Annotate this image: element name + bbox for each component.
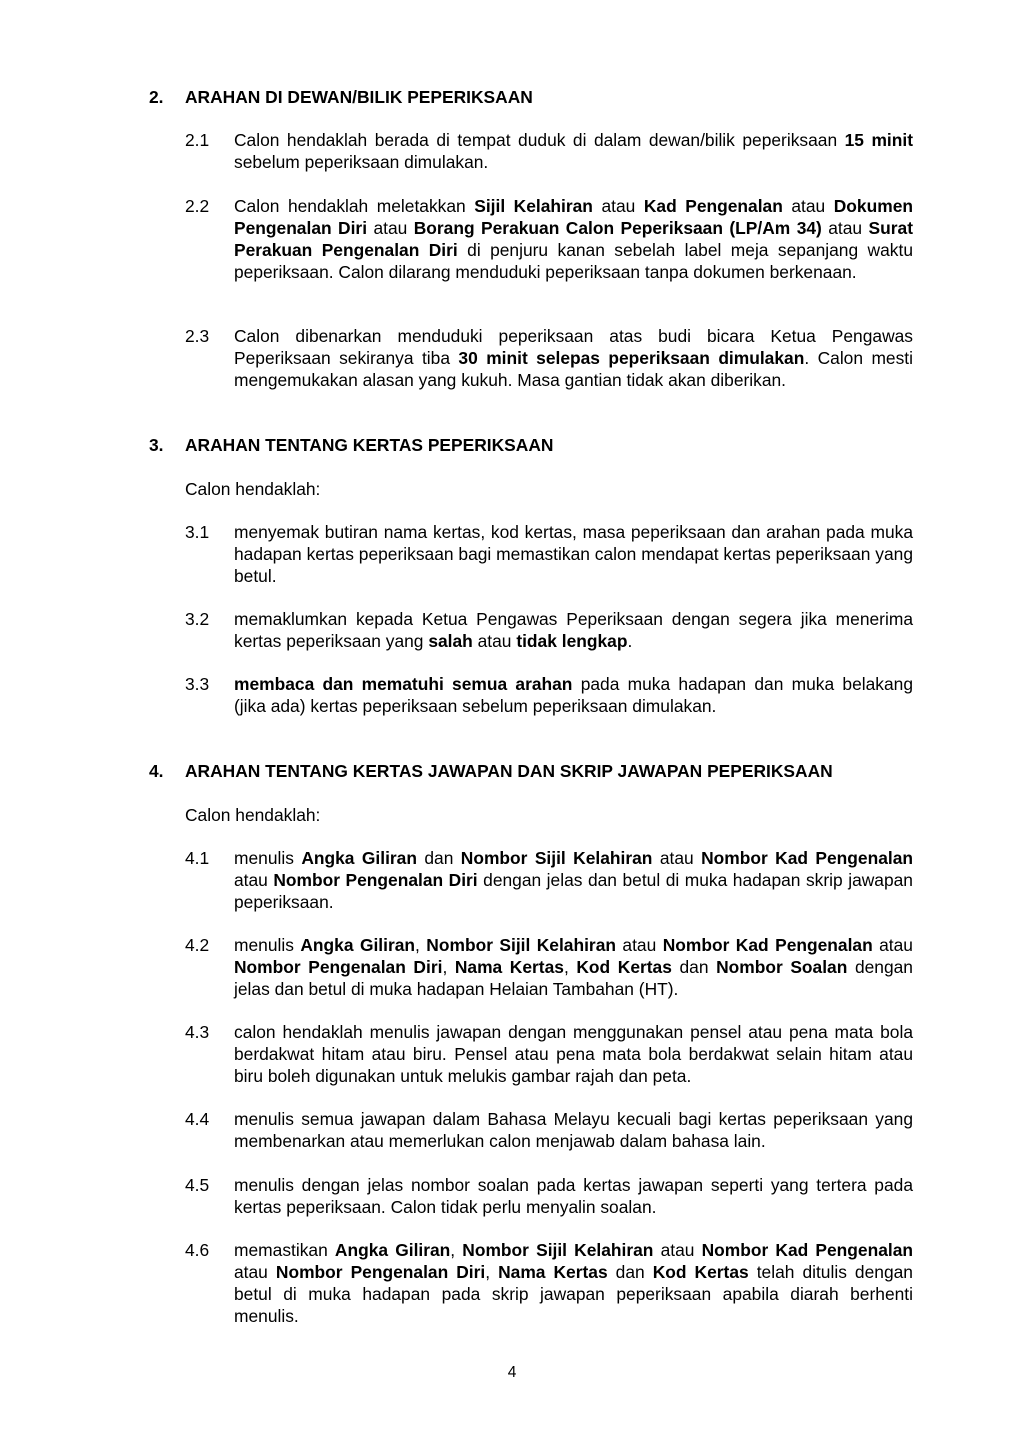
- bold-text: Kod Kertas: [652, 1262, 749, 1282]
- item-text: [234, 1239, 913, 1327]
- text-run: atau: [872, 935, 913, 955]
- section-intro: Calon hendaklah:: [185, 805, 321, 825]
- text-run: atau: [652, 848, 702, 868]
- item-number: 3.2: [185, 609, 210, 629]
- bold-text: membaca dan mematuhi semua arahan: [234, 674, 573, 694]
- bold-text: tidak lengkap: [516, 631, 628, 651]
- item-number: 4.6: [185, 1240, 210, 1260]
- item-number: 4.2: [185, 935, 210, 955]
- text-run: atau: [234, 870, 274, 890]
- text-run: sebelum peperiksaan dimulakan.: [234, 152, 489, 172]
- text-run: .: [627, 631, 633, 651]
- text-run: Calon dibenarkan menduduki peperiksaan atas budi bicara Ketua Pengawas Peperiksaan sekiranya tiba: [234, 326, 913, 368]
- bold-text: Angka Giliran: [334, 1240, 451, 1260]
- text-run: . Calon mesti mengemukakan alasan yang kukuh. Masa gantian tidak akan diberikan.: [234, 348, 913, 390]
- text-run: atau: [472, 631, 517, 651]
- page-number: 4: [507, 1364, 517, 1381]
- item-number: 4.4: [185, 1109, 210, 1129]
- item-text: [234, 521, 913, 587]
- text-run: Calon hendaklah meletakkan: [234, 196, 475, 216]
- item-text: [234, 1021, 913, 1087]
- text-run: atau: [782, 196, 834, 216]
- section-title: ARAHAN TENTANG KERTAS PEPERIKSAAN: [185, 435, 554, 455]
- text-run: dan: [671, 957, 717, 977]
- text-run: menulis: [234, 848, 302, 868]
- item-text: [234, 325, 913, 391]
- text-run: menulis dengan jelas nombor soalan pada kertas jawapan seperti yang tertera pada kertas peperiksaan. Calon tidak perlu menyalin soalan.: [234, 1175, 913, 1217]
- bold-text: salah: [428, 631, 473, 651]
- bold-text: Angka Giliran: [301, 848, 417, 868]
- text-run: atau: [234, 1262, 276, 1282]
- bold-text: Nombor Kad Pengenalan: [701, 848, 913, 868]
- bold-text: Angka Giliran: [300, 935, 416, 955]
- section-number: 2.: [149, 87, 164, 107]
- text-run: dan: [416, 848, 461, 868]
- text-run: dengan jelas dan betul di muka hadapan skrip jawapan peperiksaan.: [234, 870, 913, 912]
- item-text: [234, 1174, 913, 1218]
- item-number: 2.2: [185, 196, 210, 216]
- item-number: 4.3: [185, 1022, 210, 1042]
- text-run: ,: [450, 1240, 463, 1260]
- bold-text: Nombor Kad Pengenalan: [662, 935, 873, 955]
- text-run: calon hendaklah menulis jawapan dengan menggunakan pensel atau pena mata bola berdakwat hitam atau biru. Pensel atau pena mata bola berdakwat selain hitam atau biru boleh digunakan untuk melukis gambar rajah dan peta.: [234, 1022, 913, 1086]
- text-run: atau: [616, 935, 663, 955]
- text-run: atau: [367, 218, 414, 238]
- bold-text: Nombor Soalan: [716, 957, 848, 977]
- item-number: 3.1: [185, 522, 210, 542]
- text-run: memaklumkan kepada Ketua Pengawas Peperiksaan dengan segera jika menerima kertas peperiksaan yang: [234, 609, 913, 651]
- bold-text: Surat Perakuan Pengenalan Diri: [234, 218, 913, 260]
- bold-text: Nombor Sijil Kelahiran: [426, 935, 616, 955]
- item-number: 4.5: [185, 1175, 210, 1195]
- bold-text: Nombor Pengenalan Diri: [273, 870, 478, 890]
- bold-text: Nombor Sijil Kelahiran: [460, 848, 653, 868]
- item-text: [234, 934, 913, 1000]
- bold-text: Nombor Sijil Kelahiran: [462, 1240, 654, 1260]
- text-run: dan: [607, 1262, 653, 1282]
- bold-text: Borang Perakuan Calon Peperiksaan (LP/Am 34): [413, 218, 822, 238]
- bold-text: Nombor Pengenalan Diri: [275, 1262, 486, 1282]
- section-intro: Calon hendaklah:: [185, 479, 321, 499]
- bold-text: Dokumen Pengenalan Diri: [234, 196, 913, 238]
- bold-text: Nombor Kad Pengenalan: [701, 1240, 913, 1260]
- text-run: di penjuru kanan sebelah label meja sepanjang waktu peperiksaan. Calon dilarang menduduki peperiksaan tanpa dokumen berkenaan.: [234, 240, 913, 282]
- bold-text: 15 minit: [844, 130, 914, 150]
- text-run: menyemak butiran nama kertas, kod kertas, masa peperiksaan dan arahan pada muka hadapan kertas peperiksaan bagi memastikan calon mendapat kertas peperiksaan yang betul.: [234, 522, 913, 586]
- section-number: 4.: [149, 761, 164, 781]
- bold-text: Nama Kertas: [454, 957, 564, 977]
- text-run: dengan jelas dan betul di muka hadapan Helaian Tambahan (HT).: [234, 957, 913, 999]
- text-run: ,: [563, 957, 577, 977]
- item-number: 2.3: [185, 326, 210, 346]
- text-run: atau: [653, 1240, 702, 1260]
- item-text: [234, 129, 913, 173]
- bold-text: Nama Kertas: [498, 1262, 608, 1282]
- item-number: 2.1: [185, 130, 210, 150]
- item-number: 3.3: [185, 674, 210, 694]
- item-text: [234, 608, 913, 652]
- item-text: [234, 847, 913, 913]
- section-number: 3.: [149, 435, 164, 455]
- bold-text: 30 minit selepas peperiksaan dimulakan: [458, 348, 805, 368]
- section-title: ARAHAN TENTANG KERTAS JAWAPAN DAN SKRIP JAWAPAN PEPERIKSAAN: [185, 761, 833, 781]
- text-run: telah ditulis dengan betul di muka hadapan pada skrip jawapan peperiksaan apabila diarah berhenti menulis.: [234, 1262, 913, 1326]
- bold-text: Sijil Kelahiran: [474, 196, 593, 216]
- item-text: [234, 195, 913, 283]
- text-run: ,: [485, 1262, 499, 1282]
- text-run: menulis: [234, 935, 301, 955]
- bold-text: Kad Pengenalan: [643, 196, 783, 216]
- text-run: ,: [442, 957, 455, 977]
- text-run: pada muka hadapan dan muka belakang (jika ada) kertas peperiksaan sebelum peperiksaan dimulakan.: [234, 674, 913, 716]
- bold-text: Kod Kertas: [576, 957, 672, 977]
- section-title: ARAHAN DI DEWAN/BILIK PEPERIKSAAN: [185, 87, 533, 107]
- text-run: atau: [821, 218, 869, 238]
- bold-text: Nombor Pengenalan Diri: [234, 957, 443, 977]
- item-text: [234, 673, 913, 717]
- text-run: ,: [415, 935, 427, 955]
- text-run: atau: [592, 196, 644, 216]
- text-run: menulis semua jawapan dalam Bahasa Melayu kecuali bagi kertas peperiksaan yang membenarkan atau memerlukan calon menjawab dalam bahasa lain.: [234, 1109, 913, 1151]
- item-number: 4.1: [185, 848, 210, 868]
- text-run: Calon hendaklah berada di tempat duduk di dalam dewan/bilik peperiksaan: [234, 130, 845, 150]
- text-run: memastikan: [234, 1240, 335, 1260]
- item-text: [234, 1108, 913, 1152]
